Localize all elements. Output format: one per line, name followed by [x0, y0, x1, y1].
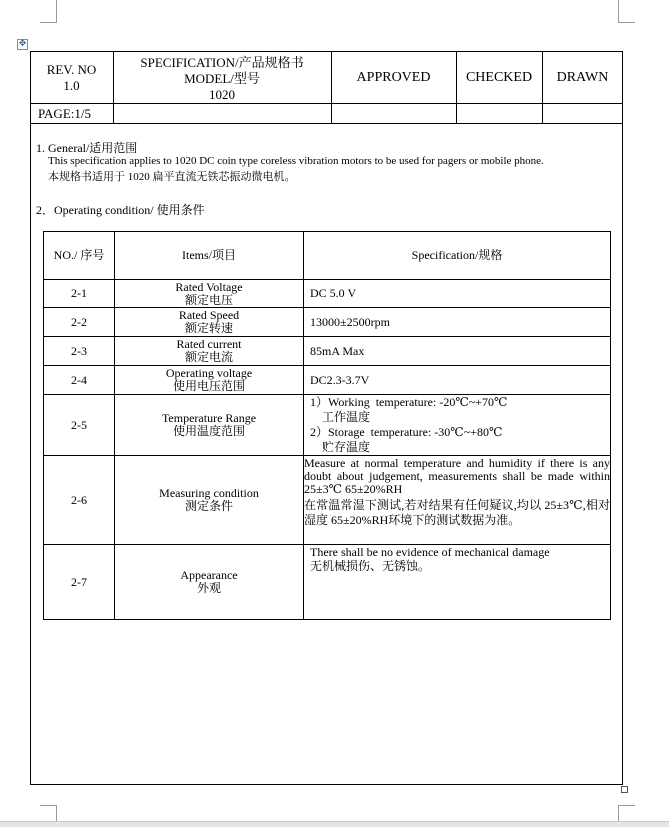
row-spec: 85mA Max: [304, 337, 611, 366]
row-spec: DC2.3-3.7V: [304, 366, 611, 395]
header-col-line-3: [456, 51, 457, 123]
row-item: Rated Speed 额定转速: [115, 308, 304, 337]
header-items: Items/项目: [115, 232, 304, 280]
table-row: [44, 280, 611, 308]
row-no: 2-3: [44, 337, 115, 366]
spec-title: SPECIFICATION/产品规格书: [140, 55, 304, 70]
row-item: Appearance 外观: [115, 545, 304, 620]
row-item: Measuring condition 测定条件: [115, 456, 304, 545]
row-spec: DC 5.0 V: [304, 280, 611, 308]
model-value: 1020: [209, 87, 235, 102]
row-no: 2-4: [44, 366, 115, 395]
row-spec: 1）Working temperature: -20℃~+70℃ 工作温度 2）Storage temperature: -30℃~+80℃ 贮存温度: [304, 395, 611, 456]
table-row: [44, 456, 611, 545]
section1-line-cn: 本规格书适用于 1020 扁平直流无铁芯振动微电机。: [48, 171, 296, 183]
section1-heading: 1. General/适用范围: [36, 141, 138, 155]
table-row: [44, 395, 611, 456]
row-no: 2-5: [44, 395, 115, 456]
approved-label: APPROVED: [356, 70, 431, 85]
model-label: MODEL/型号: [184, 71, 260, 86]
row-no: 2-7: [44, 545, 115, 620]
header-divider: [30, 103, 623, 104]
header-bottom-line: [30, 123, 623, 124]
row-no: 2-2: [44, 308, 115, 337]
drawn-label: DRAWN: [556, 70, 609, 85]
header-no: NO./ 序号: [44, 232, 115, 280]
row-spec: Measure at normal temperature and humidity if there is any doubt about judgement, measurements shall be made within 25±3℃ 65±20%RH 在常温常湿下测试,若对结果有任何疑议,均以 25±3℃,相对湿度 65±20%RH环境下的测试数据为准。: [304, 456, 611, 545]
header-col-line-2: [331, 51, 332, 123]
table-row: [44, 545, 611, 620]
crop-mark-top-left: [40, 0, 57, 23]
row-item: Operating voltage 使用电压范围: [115, 366, 304, 395]
move-handle-icon[interactable]: ✥: [18, 39, 27, 49]
page-indicator: PAGE:1/5: [38, 106, 91, 121]
row-spec: 13000±2500rpm: [304, 308, 611, 337]
section1-line-en: This specification applies to 1020 DC coin type coreless vibration motors to be used for pagers or mobile phone.: [48, 155, 544, 167]
table-header-row: [44, 232, 611, 280]
header-col-line-4: [542, 51, 543, 123]
header-specification: Specification/规格: [304, 232, 611, 280]
rev-no-value: 1.0: [63, 78, 80, 93]
table-row: [44, 366, 611, 395]
horizontal-scrollbar[interactable]: [0, 821, 669, 827]
operating-condition-table: [43, 231, 611, 620]
row-spec: There shall be no evidence of mechanical damage 无机械损伤、无锈蚀。: [304, 545, 611, 620]
row-no: 2-6: [44, 456, 115, 545]
row-item: Rated current 额定电流: [115, 337, 304, 366]
table-row: [44, 337, 611, 366]
row-no: 2-1: [44, 280, 115, 308]
row-item: Temperature Range 使用温度范围: [115, 395, 304, 456]
row-item: Rated Voltage 额定电压: [115, 280, 304, 308]
crop-mark-top-right: [618, 0, 635, 23]
rev-no-label: REV. NO 1.0: [30, 62, 113, 94]
spec-title-block: [113, 55, 331, 103]
table-row: [44, 308, 611, 337]
checked-label: CHECKED: [465, 70, 533, 85]
resize-handle[interactable]: [621, 786, 628, 793]
section2-heading: 2．Operating condition/ 使用条件: [36, 203, 205, 217]
